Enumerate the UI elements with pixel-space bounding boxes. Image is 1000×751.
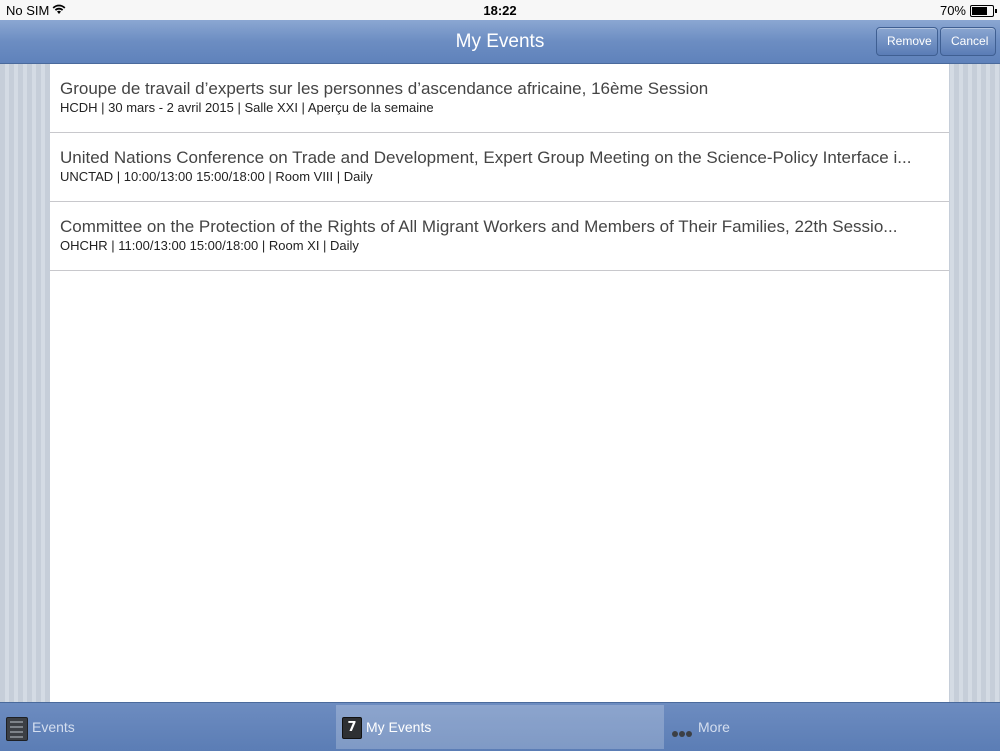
tab-my-events-label: My Events (366, 719, 432, 735)
navigation-bar (0, 20, 1000, 64)
event-row[interactable] (50, 202, 949, 271)
event-details: HCDH | 30 mars - 2 avril 2015 | Salle XXI | Aperçu de la semaine (60, 100, 434, 115)
battery-percent: 70% (939, 3, 966, 18)
battery-icon (970, 5, 994, 17)
tab-my-events[interactable] (336, 705, 664, 749)
status-bar (0, 0, 1000, 20)
event-details: OHCHR | 11:00/13:00 15:00/18:00 | Room XI | Daily (60, 238, 359, 253)
carrier-label: No SIM (6, 3, 50, 18)
content-area (0, 64, 1000, 702)
event-row[interactable] (50, 64, 949, 133)
event-title: Committee on the Protection of the Rights of All Migrant Workers and Members of Their Families, 22th Sessio... (60, 217, 898, 236)
my-events-icon: 7 (342, 717, 362, 739)
event-title: Groupe de travail d’experts sur les personnes d’ascendance africaine, 16ème Session (60, 79, 709, 98)
more-dots-icon (672, 724, 694, 732)
tab-more[interactable] (666, 705, 996, 749)
event-row[interactable] (50, 133, 949, 202)
event-list (50, 64, 949, 702)
event-title: United Nations Conference on Trade and Development, Expert Group Meeting on the Science-Policy Interface i... (60, 148, 912, 167)
tab-bar (0, 702, 1000, 751)
calendar-list-icon (6, 717, 28, 741)
tab-events-label: Events (32, 719, 75, 735)
clock: 18:22 (483, 3, 517, 18)
event-details: UNCTAD | 10:00/13:00 15:00/18:00 | Room VIII | Daily (60, 169, 373, 184)
remove-button[interactable]: Remove (876, 27, 938, 56)
tab-more-label: More (698, 719, 730, 735)
cancel-button[interactable]: Cancel (940, 27, 996, 56)
tab-events[interactable] (0, 705, 330, 749)
page-title: My Events (455, 31, 545, 52)
